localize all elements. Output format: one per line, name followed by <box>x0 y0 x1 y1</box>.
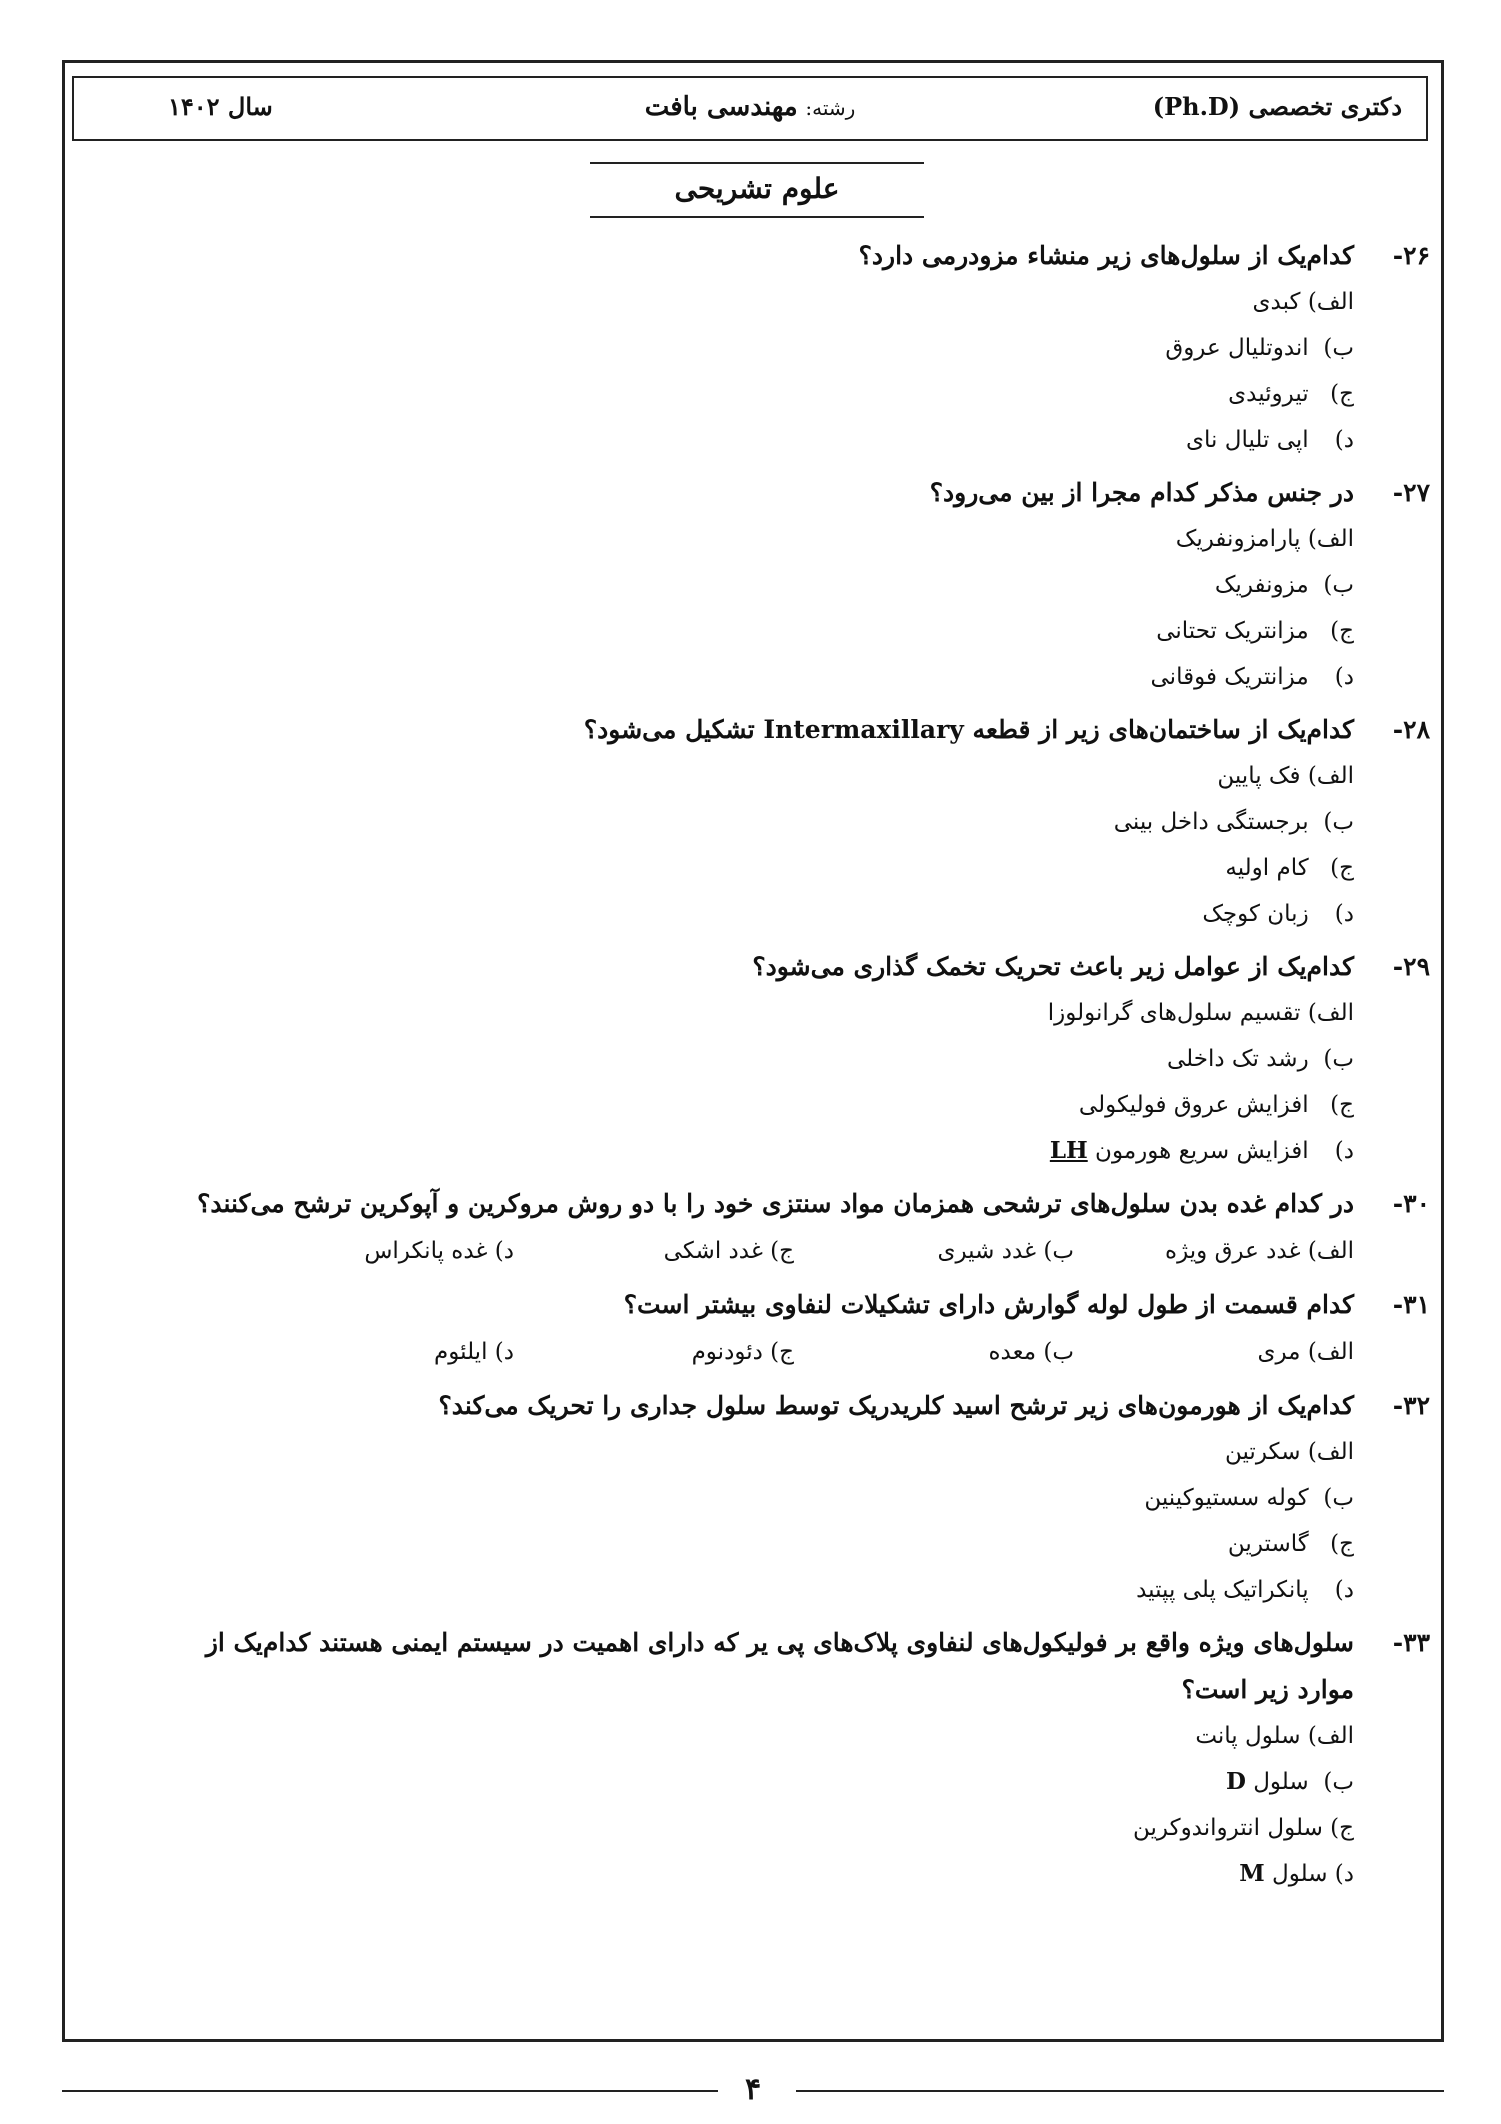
page-footer <box>62 2070 1444 2110</box>
option-a <box>100 1429 1354 1475</box>
options-row <box>100 1227 1354 1275</box>
page-number: ۴ <box>744 2072 762 2107</box>
option-marker: ج) <box>770 1238 794 1264</box>
options <box>100 279 1430 463</box>
option-text: برجستگی داخل بینی <box>1113 809 1309 835</box>
option-d <box>100 891 1354 937</box>
option-d <box>100 1851 1354 1897</box>
option-text: سلول پانت <box>1195 1723 1301 1749</box>
option-marker: د) <box>1334 664 1354 690</box>
option-text: رشد تک داخلی <box>1166 1046 1309 1072</box>
option-text: معده <box>988 1339 1037 1365</box>
question-number: ۳۳- <box>1392 1628 1430 1657</box>
option-latin-term: M <box>1239 1860 1265 1887</box>
option-text: غدد شیری <box>937 1238 1037 1264</box>
option-b <box>100 562 1354 608</box>
option-a <box>100 1713 1354 1759</box>
option-text: مری <box>1257 1339 1301 1365</box>
option-a <box>100 516 1354 562</box>
option-marker: ج) <box>1330 1092 1354 1118</box>
option-c <box>100 1521 1354 1567</box>
option-d <box>100 417 1354 463</box>
option-a <box>1074 1328 1354 1376</box>
option-b <box>100 1475 1354 1521</box>
option-text: تیروئیدی <box>1228 381 1309 407</box>
option-marker: ب) <box>1323 809 1354 835</box>
option-c <box>514 1227 794 1275</box>
option-marker: الف) <box>1307 1339 1354 1365</box>
option-text: غدد عرق ویژه <box>1165 1238 1301 1264</box>
question-number: ۲۷- <box>1392 478 1430 507</box>
question-stem <box>100 469 1430 516</box>
option-text: افزایش سریع هورمون <box>1095 1138 1309 1164</box>
question-27 <box>100 469 1430 700</box>
option-marker: الف) <box>1307 1000 1354 1026</box>
question-stem <box>100 943 1430 990</box>
option-text: سکرتین <box>1224 1439 1301 1465</box>
option-b <box>100 325 1354 371</box>
options <box>100 1429 1430 1613</box>
option-a <box>1074 1227 1354 1275</box>
option-b <box>100 1036 1354 1082</box>
options <box>100 1713 1430 1897</box>
option-marker: ج) <box>1330 381 1354 407</box>
option-marker: ب) <box>1323 1769 1354 1795</box>
option-marker: د) <box>1334 901 1354 927</box>
options <box>100 990 1430 1174</box>
question-text-continued: موارد زیر است؟ <box>1181 1675 1354 1704</box>
option-marker: الف) <box>1307 763 1354 789</box>
option-text: مزانتریک فوقانی <box>1150 664 1309 690</box>
option-text: اندوتلیال عروق <box>1165 335 1309 361</box>
question-stem <box>100 1619 1430 1666</box>
option-c <box>100 845 1354 891</box>
option-c <box>100 1805 1354 1851</box>
option-marker: ب) <box>1043 1339 1074 1365</box>
option-marker: ب) <box>1323 335 1354 361</box>
options <box>100 1227 1430 1275</box>
question-32 <box>100 1382 1430 1613</box>
option-marker: ج) <box>1330 618 1354 644</box>
section-title: علوم تشریحی <box>590 162 924 218</box>
question-33 <box>100 1619 1430 1897</box>
option-text: ایلئوم <box>434 1339 488 1365</box>
question-text: کدام‌یک از عوامل زیر باعث تحریک تخمک گذاری می‌شود؟ <box>752 952 1354 981</box>
footer-divider-left <box>62 2090 718 2092</box>
question-number: ۲۶- <box>1392 241 1430 270</box>
option-marker: الف) <box>1307 526 1354 552</box>
option-c <box>100 371 1354 417</box>
option-marker: د) <box>1334 1577 1354 1603</box>
question-30 <box>100 1180 1430 1275</box>
question-text: کدام‌یک از ساختمان‌های زیر از قطعه <box>972 715 1354 744</box>
option-text: مزونفریک <box>1214 572 1309 598</box>
option-c <box>514 1328 794 1376</box>
option-marker: الف) <box>1307 1439 1354 1465</box>
option-d <box>100 654 1354 700</box>
question-text: در جنس مذکر کدام مجرا از بین می‌رود؟ <box>929 478 1354 507</box>
option-marker: الف) <box>1307 289 1354 315</box>
question-stem <box>100 1281 1430 1328</box>
question-stem <box>100 1382 1430 1429</box>
question-stem <box>100 232 1430 279</box>
options <box>100 753 1430 937</box>
question-text: در کدام غده بدن سلول‌های ترشحی همزمان مواد سنتزی خود را با دو روش مروکرین و آپوکرین ترشح می‌کنند؟ <box>197 1189 1354 1218</box>
question-text-end: تشکیل می‌شود؟ <box>583 715 755 744</box>
option-text: غدد اشکی <box>663 1238 763 1264</box>
field-of-study <box>645 92 856 122</box>
option-marker: ج) <box>1330 1531 1354 1557</box>
question-text: کدام‌یک از هورمون‌های زیر ترشح اسید کلریدریک توسط سلول جداری را تحریک می‌کند؟ <box>438 1391 1354 1420</box>
option-marker: ج) <box>1330 855 1354 881</box>
option-marker: الف) <box>1307 1238 1354 1264</box>
question-28 <box>100 706 1430 937</box>
option-marker: د) <box>494 1339 514 1365</box>
option-marker: ب) <box>1043 1238 1074 1264</box>
options <box>100 516 1430 700</box>
option-text: پانکراتیک پلی پپتید <box>1136 1577 1309 1603</box>
option-a <box>100 990 1354 1036</box>
option-latin-term: LH <box>1049 1137 1088 1164</box>
option-text: تقسیم سلول‌های گرانولوزا <box>1047 1000 1301 1026</box>
option-d <box>234 1227 514 1275</box>
option-text: مزانتریک تحتانی <box>1156 618 1309 644</box>
option-text: سلول انترواندوکرین <box>1133 1815 1323 1841</box>
option-b <box>794 1227 1074 1275</box>
option-latin-term: D <box>1225 1768 1246 1795</box>
question-text: کدام قسمت از طول لوله گوارش دارای تشکیلات لنفاوی بیشتر است؟ <box>623 1290 1354 1319</box>
degree-label: دکتری تخصصی (Ph.D) <box>1152 92 1402 121</box>
option-a <box>100 279 1354 325</box>
field-label: رشته: <box>805 96 856 120</box>
option-text: کوله سستیوکینین <box>1144 1485 1309 1511</box>
question-latin-term: Intermaxillary <box>763 715 964 744</box>
question-number: ۳۰- <box>1392 1189 1430 1218</box>
options <box>100 1328 1430 1376</box>
question-number: ۳۲- <box>1392 1391 1430 1420</box>
question-number: ۲۹- <box>1392 952 1430 981</box>
question-text: کدام‌یک از سلول‌های زیر منشاء مزودرمی دارد؟ <box>858 241 1354 270</box>
option-c <box>100 608 1354 654</box>
option-marker: ب) <box>1323 572 1354 598</box>
option-marker: ب) <box>1323 1046 1354 1072</box>
question-number: ۳۱- <box>1392 1290 1430 1319</box>
question-text: سلول‌های ویژه واقع بر فولیکول‌های لنفاوی پلاک‌های پی یر که دارای اهمیت در سیستم ایمنی هستند کدام‌یک از <box>205 1628 1354 1657</box>
option-marker: الف) <box>1307 1723 1354 1749</box>
option-b <box>100 799 1354 845</box>
option-text: افزایش عروق فولیکولی <box>1078 1092 1309 1118</box>
question-31 <box>100 1281 1430 1376</box>
question-29 <box>100 943 1430 1174</box>
question-stem <box>100 706 1430 753</box>
option-marker: ج) <box>770 1339 794 1365</box>
option-marker: د) <box>1334 1138 1354 1164</box>
option-text: زبان کوچک <box>1202 901 1309 927</box>
footer-divider-right <box>796 2090 1444 2092</box>
options-row <box>100 1328 1354 1376</box>
option-text: سلول <box>1253 1769 1309 1795</box>
option-text: دئودنوم <box>691 1339 763 1365</box>
option-marker: ب) <box>1323 1485 1354 1511</box>
field-value: مهندسی بافت <box>644 92 798 122</box>
question-number: ۲۸- <box>1392 715 1430 744</box>
exam-header <box>72 76 1428 141</box>
option-text: غده پانکراس <box>364 1238 488 1264</box>
question-26 <box>100 232 1430 463</box>
option-text: کام اولیه <box>1225 855 1309 881</box>
option-marker: ج) <box>1330 1815 1354 1841</box>
option-marker: د) <box>1334 427 1354 453</box>
option-text: فک پایین <box>1217 763 1301 789</box>
option-marker: د) <box>1334 1861 1354 1887</box>
option-text: سلول <box>1271 1861 1328 1887</box>
option-a <box>100 753 1354 799</box>
option-marker: د) <box>494 1238 514 1264</box>
option-text: کبدی <box>1252 289 1301 315</box>
option-text: گاسترین <box>1227 1531 1309 1557</box>
option-d <box>100 1567 1354 1613</box>
exam-year: سال ۱۴۰۲ <box>168 92 273 121</box>
question-list <box>100 232 1430 1903</box>
option-text: پارامزونفریک <box>1175 526 1301 552</box>
option-d <box>234 1328 514 1376</box>
option-text: اپی تلیال نای <box>1186 427 1309 453</box>
option-b <box>100 1759 1354 1805</box>
question-stem <box>100 1180 1430 1227</box>
option-d <box>100 1128 1354 1174</box>
option-c <box>100 1082 1354 1128</box>
option-b <box>794 1328 1074 1376</box>
